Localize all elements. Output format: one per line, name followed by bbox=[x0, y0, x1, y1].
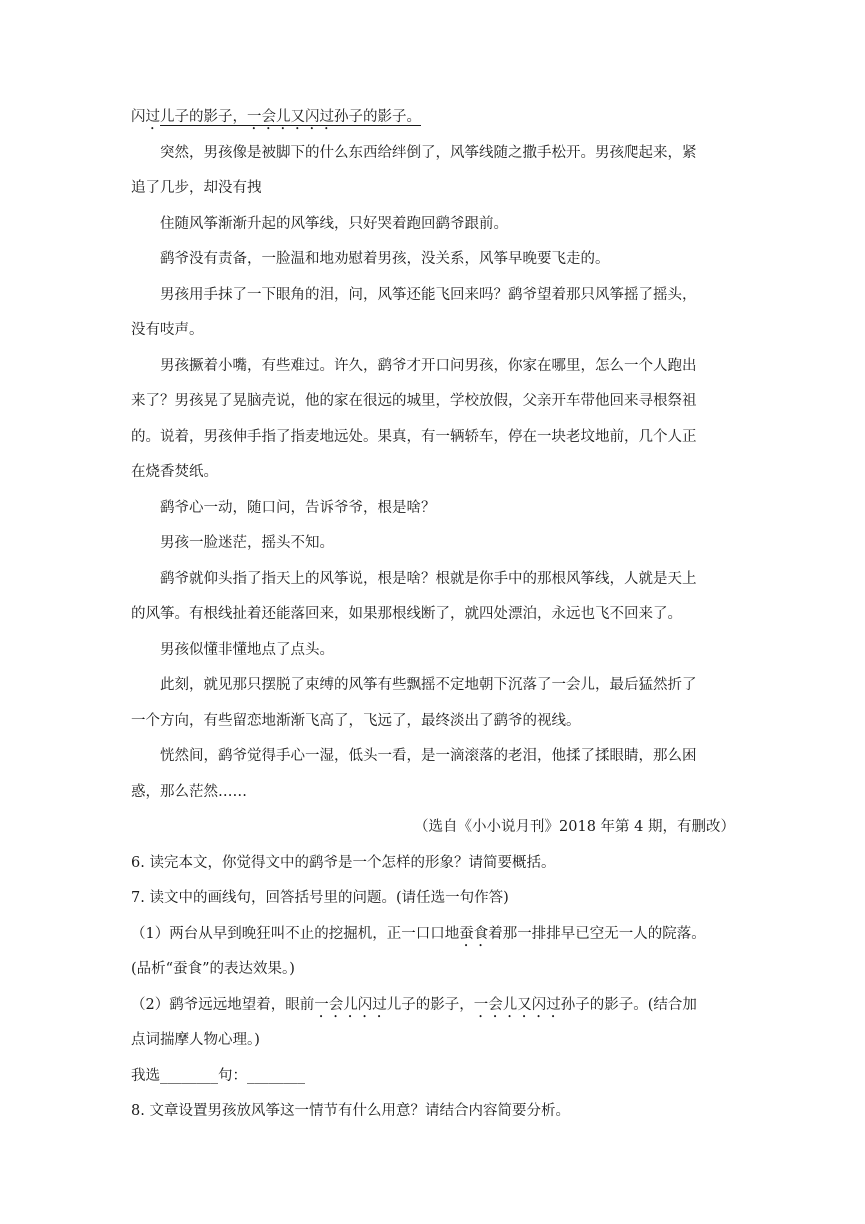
paragraph-line: 男孩一脸迷茫，摇头不知。 bbox=[160, 535, 334, 551]
underlined-text: 孙子的影子。 bbox=[334, 109, 421, 125]
underlined-emphasized-text: 一会儿又闪过 bbox=[247, 109, 334, 125]
question-6: 6. 读完本文，你觉得文中的鹞爷是一个怎样的形象？请简要概括。 bbox=[131, 854, 556, 871]
question-7-sub-2-note: 点词揣摩人物心理。) bbox=[131, 1032, 260, 1048]
paragraph-line: 突然，男孩像是被脚下的什么东西给绊倒了，风筝线随之撒手松开。男孩爬起来，紧 bbox=[160, 144, 697, 161]
document-page bbox=[131, 100, 735, 1130]
question-text: （1）两台从早到晚狂叫不止的挖掘机，正一口口地 bbox=[131, 925, 460, 942]
paragraph-line: 男孩用手抹了一下眼角的泪，问，风筝还能飞回来吗？鹞爷望着那只风筝摇了摇头， bbox=[160, 286, 697, 303]
answer-line bbox=[131, 1059, 735, 1095]
question-text: 孙子的影子。(结合加 bbox=[560, 996, 697, 1013]
paragraph-line: 来了？男孩晃了晃脑壳说，他的家在很远的城里，学校放假，父亲开车带他回来寻根祭祖 bbox=[131, 393, 697, 409]
passage-text: 闪 bbox=[131, 109, 146, 125]
emphasized-text: 过 bbox=[145, 109, 160, 125]
question-7-sub-2 bbox=[131, 988, 735, 1024]
paragraph-line: 鹞爷就仰头指了指天上的风筝说，根是啥？根就是你手中的那根风筝线，人就是天上 bbox=[160, 570, 697, 587]
paragraph-line: 的风筝。有根线扯着还能落回来，如果那根线断了，就四处漂泊，永远也飞不回来了。 bbox=[131, 606, 682, 622]
question-7-sub-1-note: (品析“蚕食”的表达效果。) bbox=[131, 961, 295, 977]
paragraph-line: 男孩似懂非懂地点了点头。 bbox=[160, 641, 334, 658]
paragraph-line: 住随风筝渐渐升起的风筝线，只好哭着跑回鹞爷跟前。 bbox=[160, 215, 508, 232]
paragraph-line: 的。说着，男孩伸手指了指麦地远处。果真，有一辆轿车，停在一块老坟地前，几个人正 bbox=[131, 428, 697, 445]
paragraph-line: 惑，那么茫然…… bbox=[131, 783, 247, 800]
answer-label: 我选 bbox=[131, 1067, 160, 1084]
answer-blank[interactable]: ________ bbox=[160, 1067, 218, 1084]
question-7-sub-1 bbox=[131, 917, 735, 953]
emphasized-text: 一会儿闪过 bbox=[314, 996, 387, 1013]
paragraph-line: 鹞爷没有责备，一脸温和地劝慰着男孩，没关系，风筝早晚要飞走的。 bbox=[160, 251, 610, 267]
question-text: 儿子的影子， bbox=[386, 996, 474, 1013]
emphasized-word: 蚕食 bbox=[459, 925, 489, 942]
paragraph-line: 一个方向，有些留恋地渐渐飞高了，飞远了，最终淡出了鹞爷的视线。 bbox=[131, 712, 581, 729]
answer-label: 句： bbox=[218, 1067, 247, 1084]
question-8: 8. 文章设置男孩放风筝这一情节有什么用意？请结合内容简要分析。 bbox=[131, 1103, 570, 1119]
paragraph-line: 男孩撅着小嘴，有些难过。许久，鹞爷才开口问男孩，你家在哪里，怎么一个人跑出 bbox=[160, 357, 697, 374]
passage-line bbox=[131, 100, 735, 136]
paragraph-line: 在烧香焚纸。 bbox=[131, 464, 218, 480]
paragraph-line: 没有吱声。 bbox=[131, 322, 204, 338]
question-text: 着那一排排早已空无一人的院落。 bbox=[488, 925, 706, 942]
source-citation: （选自《小小说月刊》2018 年第 4 期，有删改） bbox=[414, 819, 735, 835]
paragraph-line: 鹞爷心一动，随口问，告诉爷爷，根是啥？ bbox=[160, 499, 436, 516]
paragraph-line: 此刻，就见那只摆脱了束缚的风筝有些飘摇不定地朝下沉落了一会儿，最后猛然折了 bbox=[160, 677, 697, 693]
paragraph-line: 追了几步，却没有拽 bbox=[131, 180, 262, 196]
underlined-text: 儿子的影子， bbox=[160, 109, 247, 125]
answer-blank[interactable]: ________ bbox=[247, 1067, 305, 1084]
emphasized-text: 一会儿又闪过 bbox=[473, 996, 561, 1013]
question-text: （2）鹞爷远远地望着，眼前 bbox=[131, 996, 315, 1013]
question-7: 7. 读文中的画线句，回答括号里的问题。(请任选一句作答) bbox=[131, 890, 509, 906]
paragraph-line: 恍然间，鹞爷觉得手心一湿，低头一看，是一滴滚落的老泪，他揉了揉眼睛，那么困 bbox=[160, 748, 697, 764]
